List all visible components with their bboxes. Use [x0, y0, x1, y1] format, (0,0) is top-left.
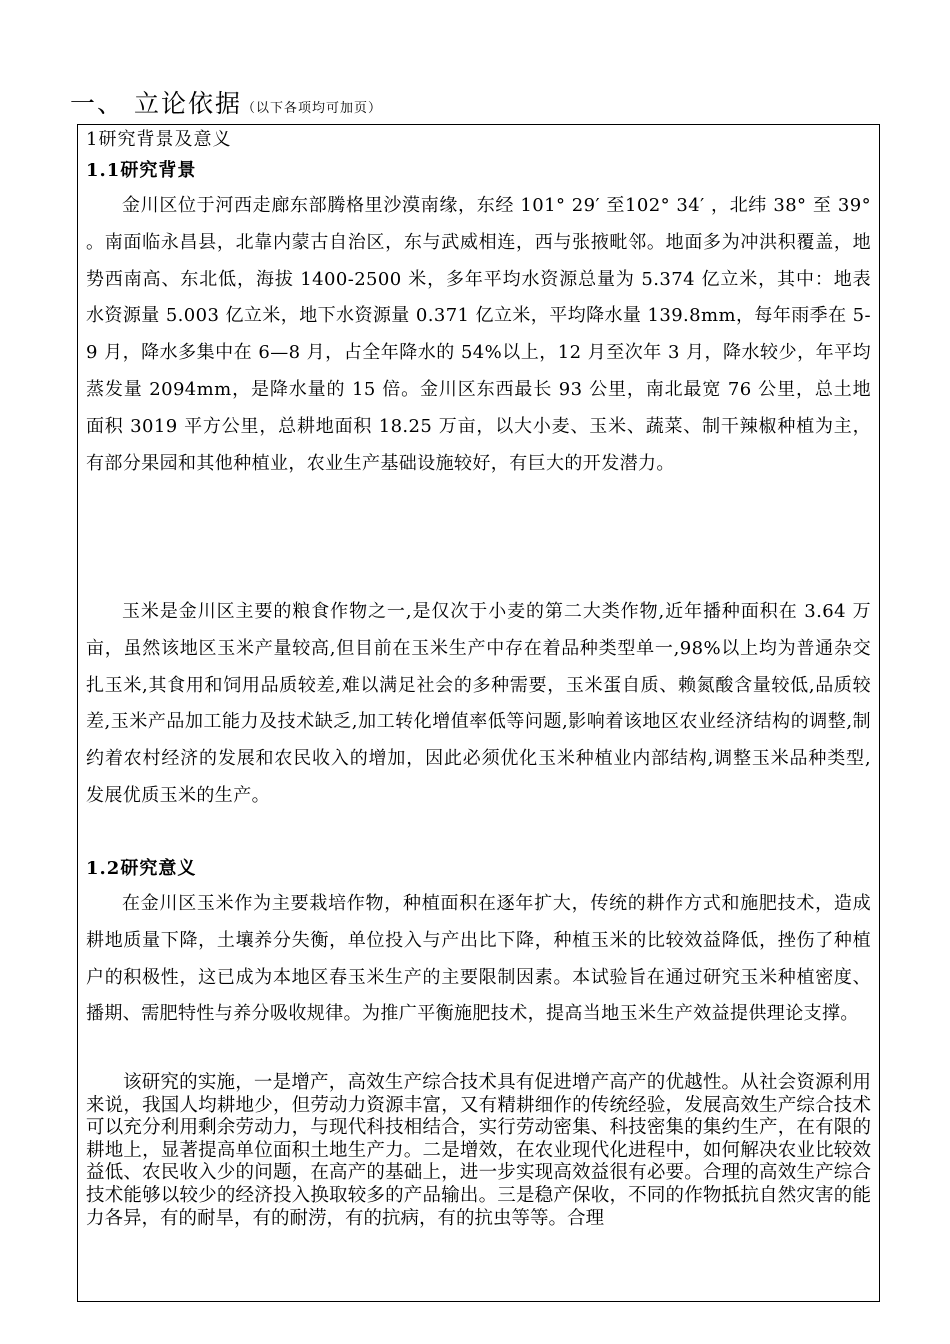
section-label: 1研究背景及意义 [86, 129, 232, 150]
significance-paragraph-1: 在金川区玉米作为主要栽培作物，种植面积在逐年扩大，传统的耕作方式和施肥技术，造成耕地质量下降，土壤养分失衡，单位投入与产出比下降，种植玉米的比较效益降低，挫伤了种植户的积极性，这已成为本地区春玉米生产的主要限制因素。本试验旨在通过研究玉米种植密度、播期、需肥特性与养分吸收规律。为推广平衡施肥技术，提高当地玉米生产效益提供理论支撑。 [86, 893, 871, 1025]
significance-heading: 1.2研究意义 [86, 858, 197, 879]
background-paragraph-2: 玉米是金川区主要的粮食作物之一,是仅次于小麦的第二大类作物,近年播种面积在 3.64 万亩，虽然该地区玉米产量较高,但目前在玉米生产中存在着品种类型单一,98%以上均为普通杂交扎玉米,其食用和饲用品质较差,难以满足社会的多种需要，玉米蛋自质、赖氮酸含量较低,品质较差,玉米产品加工能力及技术缺乏,加工转化增值率低等问题,影响着该地区农业经济结构的调整,制约着农村经济的发展和农民收入的增加，因此必须优化玉米种植业内部结构,调整玉米品种类型,发展优质玉米的生产。 [86, 601, 871, 806]
background-paragraph-1: 金川区位于河西走廊东部腾格里沙漠南缘，东经 101° 29′ 至102° 34′ ，北纬 38° 至 39° 。南面临永昌县，北靠内蒙古自治区，东与武威相连，西与张掖毗邻。地面多为冲洪积覆盖，地势西南高、东北低，海拔 1400-2500 米，多年平均水资源总量为 5.374 亿立米，其中：地表水资源量 5.003 亿立米，地下水资源量 0.371 亿立米，平均降水量 139.8mm，每年雨季在 5-9 月，降水多集中在 6—8 月，占全年降水的 54%以上，12 月至次年 3 月，降水较少，年平均蒸发量 2094mm，是降水量的 15 倍。金川区东西最长 93 公里，南北最宽 76 公里，总土地面积 3019 平方公里，总耕地面积 18.25 万亩，以大小麦、玉米、蔬菜、制干辣椒种植为主，有部分果园和其他种植业，农业生产基础设施较好，有巨大的开发潜力。 [86, 195, 871, 474]
heading-note: （以下各项均可加页） [241, 101, 382, 116]
content-inner [78, 126, 879, 1230]
content-box [77, 124, 880, 1302]
background-heading: 1.1研究背景 [86, 160, 197, 181]
significance-paragraph-2: 该研究的实施，一是增产，高效生产综合技术具有促进增产高产的优越性。从社会资源利用来说，我国人均耕地少，但劳动力资源丰富，又有精耕细作的传统经验，发展高效生产综合技术可以充分利用剩余劳动力，与现代科技相结合，实行劳动密集、科技密集的集约生产，在有限的耕地上，显著提高单位面积土地生产力。二是增效，在农业现代化进程中，如何解决农业比较效益低、农民收入少的问题，在高产的基础上，进一步实现高效益很有必要。合理的高效生产综合技术能够以较少的经济投入换取较多的产品输出。三是稳产保收，不同的作物抵抗自然灾害的能力各异，有的耐旱，有的耐涝，有的抗病，有的抗虫等等。合理 [86, 1072, 871, 1229]
heading-title: 一、 立论依据 [70, 89, 242, 118]
page-heading [70, 84, 382, 120]
